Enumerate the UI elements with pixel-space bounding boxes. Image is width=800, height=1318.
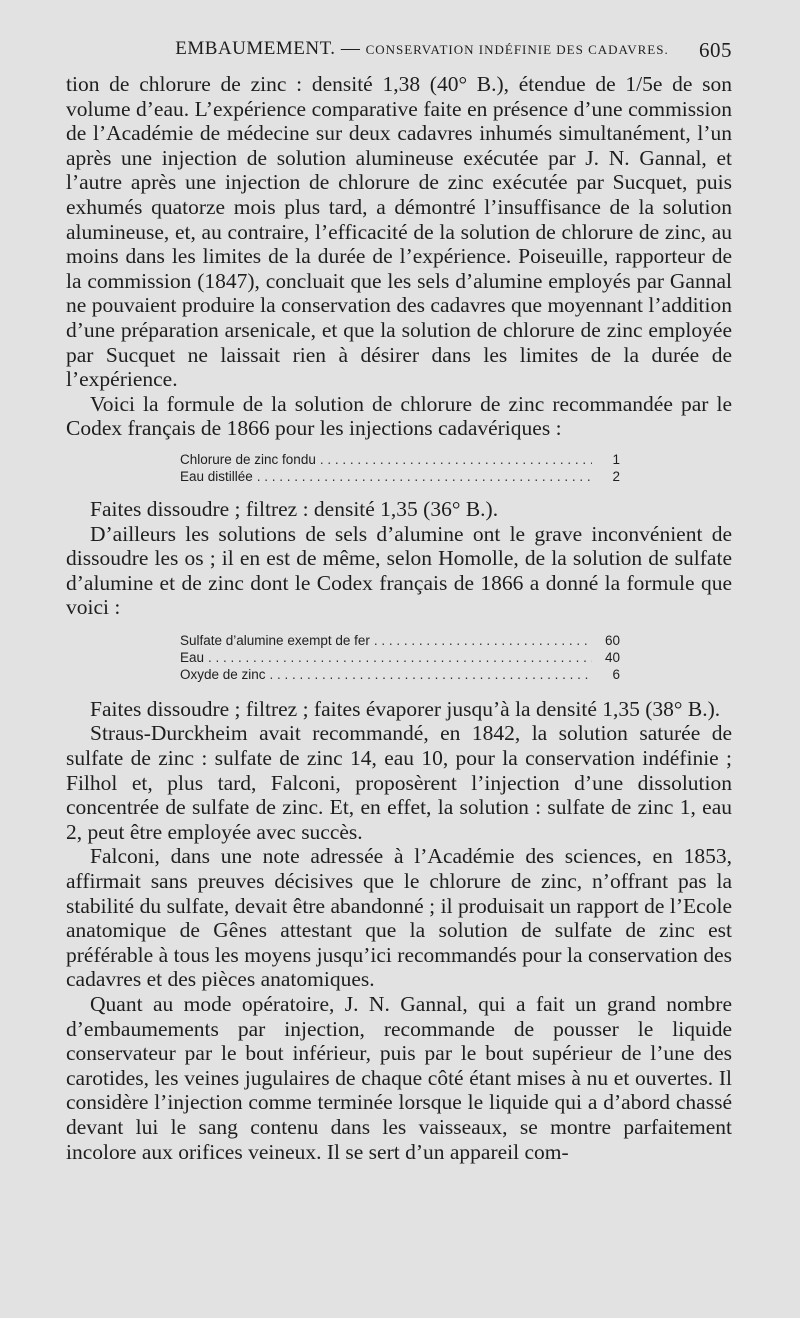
ingredient-quantity: 60 <box>604 632 620 648</box>
paragraph-3: Faites dissoudre ; filtrez : densité 1,35 (36° B.). <box>90 496 499 521</box>
formula-row <box>180 649 620 666</box>
ingredient-name: Eau distillée <box>180 468 253 484</box>
paragraph-6: Straus-Durckheim avait recommandé, en 1842, la solution saturée de sulfate de zinc : sulfate de zinc 14, eau 10, pour la conservation indéfinie ; Filhol et, plus tard, Falconi, proposèrent l’injection d’une dissolution concentrée de sulfate de zinc. Et, en effet, la solution : sulfate de zinc 1, eau 2, peut être employée avec succès. <box>66 721 732 844</box>
paragraph-4: D’ailleurs les solutions de sels d’alumine ont le grave inconvénient de dissoudre les os ; il en est de même, selon Homolle, de la solution de sulfate d’alumine et de zinc dont le Codex français de 1866 a donné la formule que voici : <box>66 521 732 620</box>
leader-dots <box>270 666 592 683</box>
ingredient-name: Sulfate d’alumine exempt de fer <box>180 632 370 648</box>
paragraph-5: Faites dissoudre ; filtrez ; faites évaporer jusqu’à la densité 1,35 (38° B.). <box>90 696 721 721</box>
header-title-sub: CONSERVATION INDÉFINIE DES CADAVRES. <box>365 42 669 57</box>
formula-row <box>180 468 620 485</box>
leader-dots <box>208 649 592 666</box>
formula-sulfate-alumine-zinc <box>180 632 620 683</box>
formula-chlorure-de-zinc <box>180 451 620 485</box>
ingredient-quantity: 1 <box>612 451 620 467</box>
leader-dots <box>374 632 592 649</box>
running-header <box>66 38 732 72</box>
formula-row <box>180 632 620 649</box>
header-title-main: EMBAUMEMENT. <box>175 38 336 59</box>
paragraph-7: Falconi, dans une note adressée à l’Académie des sciences, en 1853, affirmait sans preuves décisives que le chlorure de zinc, n’offrant pas la stabilité du sulfate, devait être abandonné ; il produisait un rapport de l’Ecole anatomique de Gênes attestant que la solution de sulfate de zinc est préférable à tous les moyens jusqu’ici recommandés pour la conservation des cadavres et des pièces anatomiques. <box>66 844 732 992</box>
ingredient-name: Oxyde de zinc <box>180 666 266 682</box>
ingredient-quantity: 6 <box>612 666 620 682</box>
ingredient-quantity: 2 <box>612 468 620 484</box>
formula-row <box>180 451 620 468</box>
header-dash: — <box>340 38 361 59</box>
ingredient-quantity: 40 <box>604 649 620 665</box>
leader-dots <box>257 468 592 485</box>
paragraph-1: tion de chlorure de zinc : densité 1,38 (40° B.), étendue de 1/5e de son volume d’eau. L’expérience comparative faite en présence d’une commission de l’Académie de médecine sur deux cadavres inhumés simultanément, l’un après une injection de solution alumineuse exécutée par J. N. Gannal, et l’autre après une injection de chlorure de zinc exécutée par Sucquet, puis exhumés quatorze mois plus tard, a démontré l’insuffisance de la solution alumineuse, et, au contraire, l’efficacité de la solution de chlorure de zinc, au moins dans les limites de la durée de l’expérience. Poiseuille, rapporteur de la commission (1847), concluait que les sels d’alumine employés par Gannal ne pouvaient produire la conservation des cadavres que moyennant l’addition d’une préparation arsenicale, et que la solution de chlorure de zinc employée par Sucquet ne laissait rien à désirer dans les limites de la durée de l’expérience. <box>66 72 732 392</box>
paragraph-2: Voici la formule de la solution de chlorure de zinc recommandée par le Codex français de 1866 pour les injections cadavériques : <box>66 391 732 441</box>
ingredient-name: Eau <box>180 649 205 665</box>
ingredient-name: Chlorure de zinc fondu <box>180 451 316 467</box>
paragraph-8: Quant au mode opératoire, J. N. Gannal, qui a fait un grand nombre d’embaumements par injection, recommande de pousser le liquide conservateur par le bout inférieur, puis par le bout supérieur de l’une des carotides, les veines jugulaires de chaque côté étant mises à nu et ouvertes. Il considère l’injection comme terminée lorsque le liquide qui a d’abord chassé devant lui le sang contenu dans les vaisseaux, se montre parfaitement incolore aux orifices veineux. Il se sert d’un appareil com- <box>66 992 732 1164</box>
running-title <box>175 38 668 60</box>
page-number: 605 <box>699 38 732 62</box>
leader-dots <box>320 451 592 468</box>
body-text <box>66 72 732 1164</box>
formula-row <box>180 666 620 683</box>
